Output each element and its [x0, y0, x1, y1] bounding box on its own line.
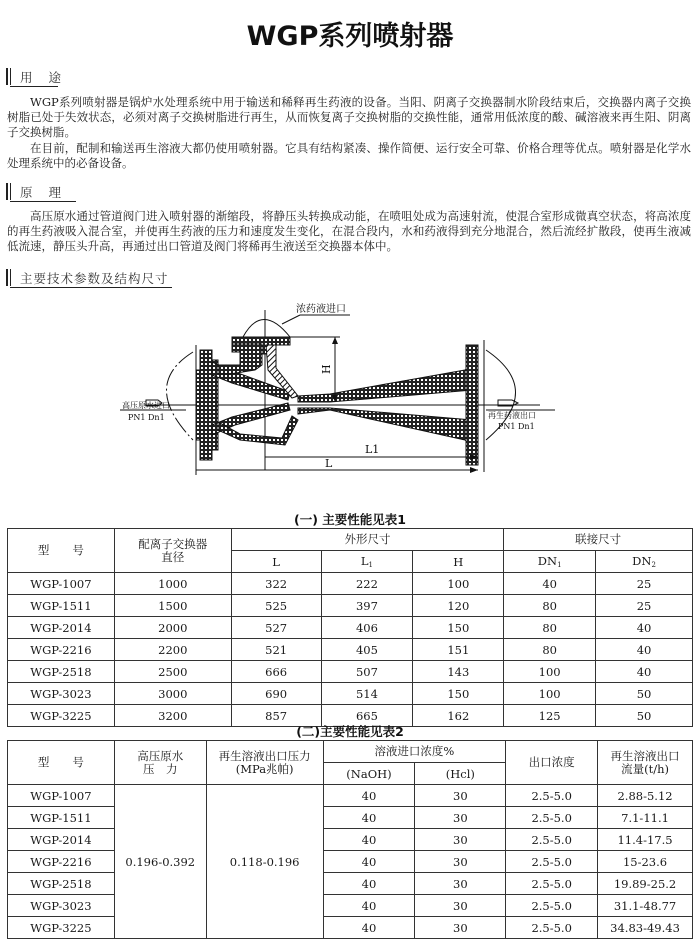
- cell-outlet-conc: 2.5-5.0: [506, 785, 598, 807]
- cell-outlet-flow: 19.89-25.2: [598, 873, 693, 895]
- table-row: [8, 573, 693, 595]
- cell-model: WGP-1511: [8, 595, 115, 617]
- cell-l1: 514: [321, 683, 413, 705]
- table1-caption: (一) 主要性能见表1: [294, 512, 406, 527]
- cell-hcl: 30: [415, 807, 506, 829]
- col-header-DN1: [504, 551, 596, 573]
- cell-naoh: 40: [323, 807, 415, 829]
- table-header-row: [8, 529, 693, 551]
- section-title: 原 理: [20, 185, 67, 200]
- performance-table-2: [7, 740, 693, 939]
- col-header-outlet-conc: 出口浓度: [506, 741, 598, 785]
- table-row: [8, 661, 693, 683]
- cell-hcl: 30: [415, 873, 506, 895]
- table2-caption: (二)主要性能见表2: [296, 724, 404, 739]
- table-row: [8, 851, 693, 873]
- cell-h: 150: [413, 617, 504, 639]
- table-row: [8, 785, 693, 807]
- cell-model: WGP-3023: [8, 895, 115, 917]
- col-header-DN2: [596, 551, 693, 573]
- cell-dn2: 50: [596, 683, 693, 705]
- label-conc-inlet: 浓药液进口: [296, 304, 346, 315]
- cell-dn2: 40: [596, 661, 693, 683]
- paragraph: WGP系列喷射器是锅炉水处理系统中用于输送和稀释再生药液的设备。当阳、阴离子交换器制水阶段结束后，交换器内离子交换树脂已处于失效状态，必须对离子交换树脂进行再生，从而恢复离子交换树脂的交换性能，通常用低浓度的酸、碱溶液来再生阳、阴离子交换树脂。: [7, 95, 691, 140]
- header-text: L: [360, 554, 369, 568]
- cell-dn2: 50: [596, 705, 693, 727]
- cell-outlet-flow: 2.88-5.12: [598, 785, 693, 807]
- header-text: DN: [537, 554, 558, 568]
- paragraph: 在目前，配制和输送再生溶液大都仍使用喷射器。它具有结构紧凑、操作简便、运行安全可靠、价格合理等优点。喷射器是化学水处理系统中的必备设备。: [7, 140, 691, 170]
- cell-h: 100: [413, 573, 504, 595]
- cell-l: 690: [231, 683, 321, 705]
- col-header-inlet-conc: 溶液进口浓度%: [323, 741, 506, 763]
- col-header-H: H: [413, 551, 504, 573]
- cell-hcl: 30: [415, 895, 506, 917]
- cell-diameter: 2000: [114, 617, 231, 639]
- label-hp-inlet-spec: PN1 Dn1: [128, 413, 165, 422]
- cell-naoh: 40: [323, 895, 415, 917]
- cell-h: 162: [413, 705, 504, 727]
- cell-dn2: 40: [596, 639, 693, 661]
- cell-dn2: 25: [596, 573, 693, 595]
- paragraph: 高压原水通过管道阀门进入喷射器的渐缩段，将静压头转换成动能，在喷咀处成为高速射流，使混合室形成微真空状态，将高浓度的再生药液吸入混合室，并使再生药液的压力和速度发生变化，在混合段内，水和药液得到充分地混合，然后流经扩散段，使再生液减低流速，静压头升高，再通过出口管道及阀门将稀再生液送至交换器本体中。: [7, 209, 691, 254]
- col-header-L: L: [231, 551, 321, 573]
- heading-marker: [10, 68, 11, 85]
- section-heading-usage: [6, 66, 166, 86]
- cell-outlet-conc: 2.5-5.0: [506, 895, 598, 917]
- table-row: [8, 895, 693, 917]
- table-row: [8, 639, 693, 661]
- outlet-flange: [466, 345, 478, 465]
- label-hp-inlet: 高压原水进口: [122, 401, 170, 410]
- cell-naoh: 40: [323, 785, 415, 807]
- cell-dn1: 100: [504, 661, 596, 683]
- principle-text: [7, 209, 691, 255]
- heading-underline: [10, 201, 76, 202]
- cell-l: 527: [231, 617, 321, 639]
- cell-l1: 405: [321, 639, 413, 661]
- col-header-connection-dims: 联接尺寸: [504, 529, 693, 551]
- cell-dn2: 40: [596, 617, 693, 639]
- cell-model: WGP-1007: [8, 785, 115, 807]
- cell-model: WGP-2518: [8, 661, 115, 683]
- table-row: [8, 873, 693, 895]
- cell-outlet-conc: 2.5-5.0: [506, 807, 598, 829]
- col-header-outlet-flow: 再生溶液出口流量(t/h): [598, 741, 693, 785]
- cell-diameter: 2200: [114, 639, 231, 661]
- cell-diameter: 3200: [114, 705, 231, 727]
- subscript: 2: [651, 561, 656, 569]
- table-header-row: [8, 741, 693, 763]
- cell-model: WGP-2216: [8, 851, 115, 873]
- cell-l1: 222: [321, 573, 413, 595]
- cell-naoh: 40: [323, 829, 415, 851]
- cell-hcl: 30: [415, 917, 506, 939]
- heading-marker: [6, 68, 8, 85]
- table-row: [8, 917, 693, 939]
- col-header-L1: [321, 551, 413, 573]
- dim-L1-label: L1: [365, 443, 380, 456]
- cell-dn1: 100: [504, 683, 596, 705]
- page-title: WGP系列喷射器: [246, 21, 454, 52]
- heading-underline: [10, 86, 58, 87]
- cell-diameter: 1500: [114, 595, 231, 617]
- label-outlet: 再生药液出口: [488, 411, 536, 420]
- cell-model: WGP-3023: [8, 683, 115, 705]
- cell-outlet-conc: 2.5-5.0: [506, 851, 598, 873]
- cell-outlet-flow: 31.1-48.77: [598, 895, 693, 917]
- cell-model: WGP-2014: [8, 617, 115, 639]
- cell-dn1: 80: [504, 639, 596, 661]
- ejector-diagram: [0, 290, 700, 490]
- cell-hp-pressure: 0.196-0.392: [114, 785, 206, 939]
- cell-l: 322: [231, 573, 321, 595]
- cell-l1: 406: [321, 617, 413, 639]
- table-row: [8, 829, 693, 851]
- cell-dn1: 80: [504, 595, 596, 617]
- cell-hcl: 30: [415, 851, 506, 873]
- heading-marker: [10, 269, 11, 286]
- cell-dn1: 80: [504, 617, 596, 639]
- col-header-outlet-pressure: 再生溶液出口压力(MPa兆帕): [206, 741, 323, 785]
- cell-l1: 507: [321, 661, 413, 683]
- section-title: 主要技术参数及结构尺寸: [20, 271, 169, 286]
- heading-marker: [10, 183, 11, 200]
- col-header-hp-pressure: 高压原水压 力: [114, 741, 206, 785]
- cell-naoh: 40: [323, 851, 415, 873]
- cell-outlet-flow: 15-23.6: [598, 851, 693, 873]
- cell-dn1: 40: [504, 573, 596, 595]
- cell-model: WGP-2216: [8, 639, 115, 661]
- cell-model: WGP-3225: [8, 917, 115, 939]
- cell-diameter: 3000: [114, 683, 231, 705]
- table-row: [8, 617, 693, 639]
- cell-h: 143: [413, 661, 504, 683]
- cell-model: WGP-2518: [8, 873, 115, 895]
- col-header-model: 型 号: [8, 529, 115, 573]
- col-header-outer-dims: 外形尺寸: [231, 529, 504, 551]
- performance-table-1: [7, 528, 693, 727]
- cell-dn1: 125: [504, 705, 596, 727]
- cell-l: 525: [231, 595, 321, 617]
- cell-outlet-flow: 11.4-17.5: [598, 829, 693, 851]
- cell-naoh: 40: [323, 873, 415, 895]
- cell-outlet-conc: 2.5-5.0: [506, 917, 598, 939]
- suction-chamber: [218, 344, 262, 374]
- cell-dn2: 25: [596, 595, 693, 617]
- section-heading-params: [6, 267, 206, 287]
- subscript: 1: [557, 561, 562, 569]
- diffuser-lower-wall: [298, 408, 472, 444]
- cell-diameter: 2500: [114, 661, 231, 683]
- heading-marker: [6, 269, 8, 286]
- col-header-naoh: (NaOH): [323, 763, 415, 785]
- cell-outlet-flow: 7.1-11.1: [598, 807, 693, 829]
- table-row: [8, 807, 693, 829]
- col-header-model: 型 号: [8, 741, 115, 785]
- table-row: [8, 595, 693, 617]
- header-text: DN: [632, 554, 652, 568]
- col-header-diameter: 配离子交换器直径: [114, 529, 231, 573]
- cell-l: 521: [231, 639, 321, 661]
- cell-hcl: 30: [415, 829, 506, 851]
- rotation-arc-left: [167, 352, 194, 440]
- rotation-arc-top: [243, 320, 290, 338]
- heading-marker: [6, 183, 8, 200]
- cell-naoh: 40: [323, 917, 415, 939]
- heading-underline: [10, 287, 172, 288]
- cell-h: 151: [413, 639, 504, 661]
- section-heading-principle: [6, 181, 166, 201]
- cell-model: WGP-1511: [8, 807, 115, 829]
- cell-l: 857: [231, 705, 321, 727]
- cell-l1: 665: [321, 705, 413, 727]
- cell-h: 150: [413, 683, 504, 705]
- cell-outlet-pressure: 0.118-0.196: [206, 785, 323, 939]
- dim-L-label: L: [325, 457, 333, 470]
- cell-model: WGP-2014: [8, 829, 115, 851]
- cell-l: 666: [231, 661, 321, 683]
- usage-text: [7, 95, 691, 171]
- cell-h: 120: [413, 595, 504, 617]
- section-title: 用 途: [20, 70, 67, 85]
- col-header-hcl: (Hcl): [415, 763, 506, 785]
- dim-H-label: H: [320, 364, 333, 374]
- table-row: [8, 683, 693, 705]
- subscript: 1: [368, 561, 374, 569]
- cell-diameter: 1000: [114, 573, 231, 595]
- cell-hcl: 30: [415, 785, 506, 807]
- cell-l1: 397: [321, 595, 413, 617]
- label-outlet-spec: PN1 Dn1: [498, 422, 535, 431]
- cell-model: WGP-3225: [8, 705, 115, 727]
- cell-outlet-flow: 34.83-49.43: [598, 917, 693, 939]
- cell-outlet-conc: 2.5-5.0: [506, 829, 598, 851]
- cell-outlet-conc: 2.5-5.0: [506, 873, 598, 895]
- cell-model: WGP-1007: [8, 573, 115, 595]
